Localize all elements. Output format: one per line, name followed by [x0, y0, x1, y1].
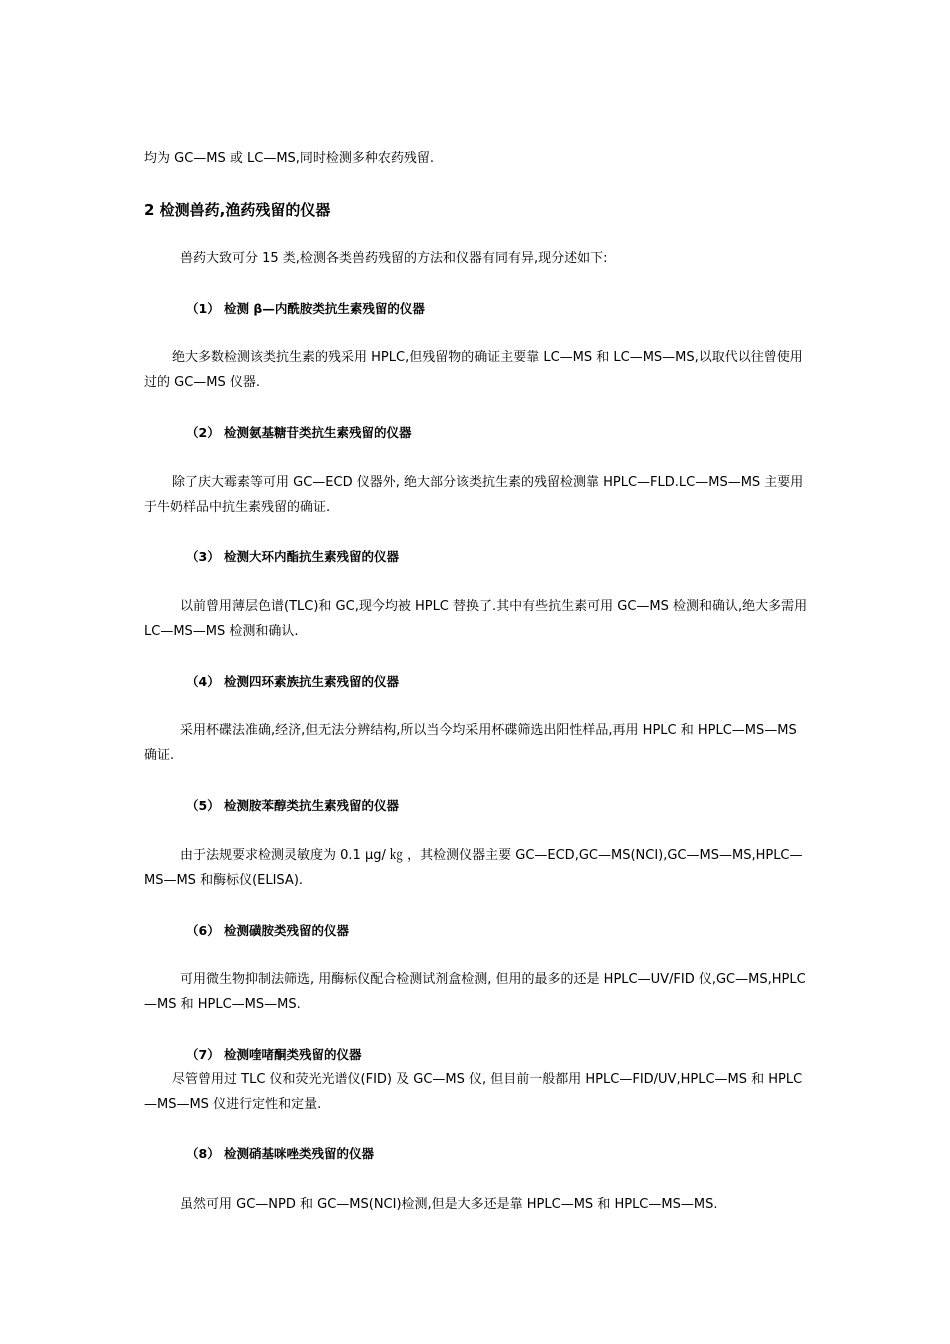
intro-paragraph: 均为 GC—MS 或 LC—MS,同时检测多种农药残留. — [144, 151, 435, 166]
item-heading-3: （3） 检测大环内酯抗生素残留的仪器 — [186, 549, 400, 564]
item-body-4: 采用杯碟法准确,经济,但无法分辨结构,所以当今均采用杯碟筛选出阳性样品,再用 HPLC 和 HPLC—MS—MS 确证. — [144, 723, 797, 763]
item-body-3: 以前曾用薄层色谱(TLC)和 GC,现今均被 HPLC 替换了.其中有些抗生素可用 GC—MS 检测和确认,绝大多需用 LC—MS—MS 检测和确认. — [144, 599, 808, 639]
section-intro: 兽药大致可分 15 类,检测各类兽药残留的方法和仪器有同有异,现分述如下: — [180, 251, 608, 266]
item-body-7: 尽管曾用过 TLC 仪和荧光光谱仪(FID) 及 GC—MS 仪, 但目前一般都用 HPLC—FID/UV,HPLC—MS 和 HPLC—MS—MS 仪进行定性和定量. — [144, 1072, 803, 1112]
item-heading-1: （1） 检测 β—内酰胺类抗生素残留的仪器 — [186, 301, 425, 316]
item-heading-2: （2） 检测氨基糖苷类抗生素残留的仪器 — [186, 425, 412, 440]
item-heading-7: （7） 检测喹啫酮类残留的仪器 — [186, 1047, 362, 1062]
item-body-2: 除了庆大霉素等可用 GC—ECD 仪器外, 绝大部分该类抗生素的残留检测靠 HPLC—FLD.LC—MS—MS 主要用于牛奶样品中抗生素残留的确证. — [144, 475, 804, 515]
item-heading-6: （6） 检测磺胺类残留的仪器 — [186, 923, 350, 938]
item-body-6: 可用微生物抑制法筛选, 用酶标仪配合检测试剂盒检测, 但用的最多的还是 HPLC—UV/FID 仪,GC—MS,HPLC—MS 和 HPLC—MS—MS. — [144, 972, 806, 1012]
item-body-8: 虽然可用 GC—NPD 和 GC—MS(NCI)检测,但是大多还是靠 HPLC—MS 和 HPLC—MS—MS. — [180, 1197, 718, 1212]
item-body-5: 由于法规要求检测灵敏度为 0.1 μg/ ㎏ ，其检测仪器主要 GC—ECD,GC—MS(NCI),GC—MS—MS,HPLC—MS—MS 和酶标仪(ELISA). — [144, 848, 803, 888]
item-heading-5: （5） 检测胺苯醇类抗生素残留的仪器 — [186, 798, 400, 813]
item-heading-8: （8） 检测硝基咪唑类残留的仪器 — [186, 1146, 375, 1161]
item-heading-4: （4） 检测四环素族抗生素残留的仪器 — [186, 674, 400, 689]
item-body-1: 绝大多数检测该类抗生素的残采用 HPLC,但残留物的确证主要靠 LC—MS 和 LC—MS—MS,以取代以往曾使用过的 GC—MS 仪器. — [144, 350, 803, 390]
section-title: 2 检测兽药,渔药残留的仪器 — [144, 201, 331, 219]
